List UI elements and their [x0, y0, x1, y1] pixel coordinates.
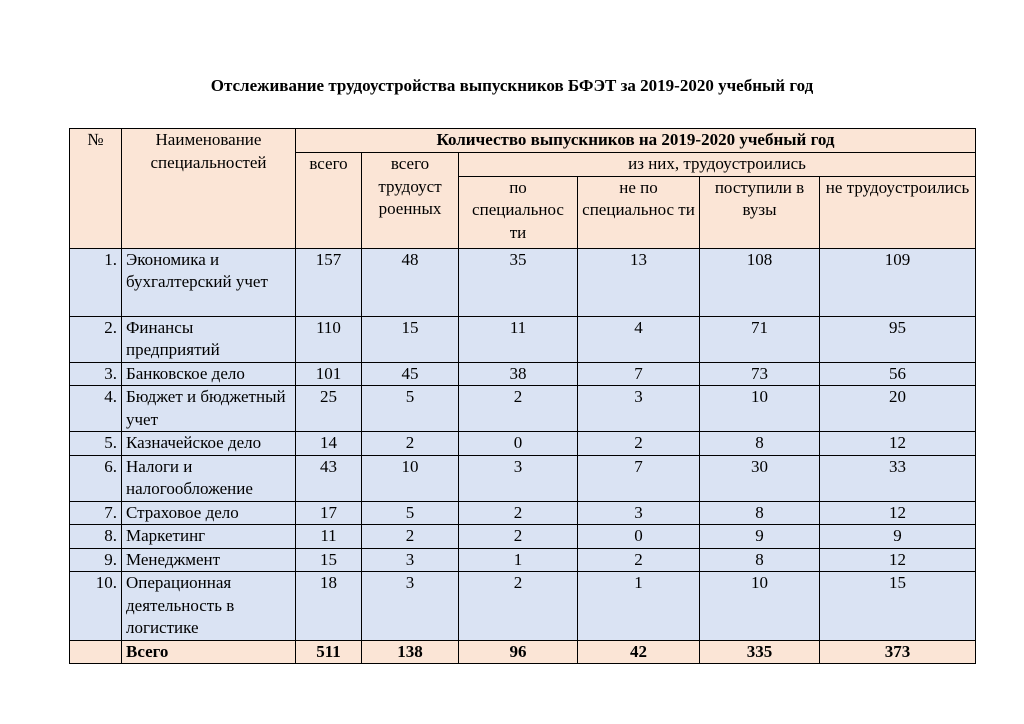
specialty-name: Маркетинг — [122, 525, 296, 549]
table-row — [70, 572, 976, 641]
cell-unemployed: 15 — [820, 572, 976, 641]
totals-employed: 138 — [362, 640, 459, 664]
cell-universities: 73 — [700, 362, 820, 386]
cell-by-specialty: 38 — [459, 362, 578, 386]
cell-not-by-specialty: 13 — [578, 248, 700, 316]
cell-unemployed: 9 — [820, 525, 976, 549]
cell-total: 25 — [296, 386, 362, 432]
header-unemployed: не трудоустроились — [820, 176, 976, 248]
cell-unemployed: 12 — [820, 501, 976, 525]
table-row — [70, 432, 976, 456]
cell-not-by-specialty: 2 — [578, 548, 700, 572]
cell-universities: 10 — [700, 572, 820, 641]
totals-total: 511 — [296, 640, 362, 664]
table-body — [70, 248, 976, 640]
cell-unemployed: 56 — [820, 362, 976, 386]
cell-by-specialty: 0 — [459, 432, 578, 456]
table-row — [70, 501, 976, 525]
cell-not-by-specialty: 7 — [578, 455, 700, 501]
cell-total: 17 — [296, 501, 362, 525]
row-number: 5. — [70, 432, 122, 456]
cell-employed: 3 — [362, 572, 459, 641]
cell-unemployed: 95 — [820, 316, 976, 362]
cell-employed: 5 — [362, 501, 459, 525]
specialty-name: Операционная деятельность в логистике — [122, 572, 296, 641]
cell-by-specialty: 2 — [459, 525, 578, 549]
cell-total: 43 — [296, 455, 362, 501]
totals-row — [70, 640, 976, 664]
cell-universities: 8 — [700, 432, 820, 456]
cell-employed: 15 — [362, 316, 459, 362]
row-number: 6. — [70, 455, 122, 501]
header-group: Количество выпускников на 2019-2020 учебный год — [296, 129, 976, 153]
cell-employed: 45 — [362, 362, 459, 386]
row-number: 2. — [70, 316, 122, 362]
cell-not-by-specialty: 7 — [578, 362, 700, 386]
cell-not-by-specialty: 2 — [578, 432, 700, 456]
cell-universities: 9 — [700, 525, 820, 549]
cell-by-specialty: 2 — [459, 572, 578, 641]
row-number: 10. — [70, 572, 122, 641]
cell-employed: 48 — [362, 248, 459, 316]
specialty-name: Банковское дело — [122, 362, 296, 386]
header-employed: всего трудоуст роенных — [362, 153, 459, 249]
specialty-name: Финансы предприятий — [122, 316, 296, 362]
totals-label: Всего — [122, 640, 296, 664]
cell-unemployed: 12 — [820, 432, 976, 456]
cell-universities: 30 — [700, 455, 820, 501]
specialty-name: Менеджмент — [122, 548, 296, 572]
cell-total: 15 — [296, 548, 362, 572]
totals-universities: 335 — [700, 640, 820, 664]
header-no: № — [70, 129, 122, 249]
cell-employed: 10 — [362, 455, 459, 501]
specialty-name: Казначейское дело — [122, 432, 296, 456]
cell-total: 101 — [296, 362, 362, 386]
table-row — [70, 525, 976, 549]
specialty-name: Бюджет и бюджетный учет — [122, 386, 296, 432]
totals-no — [70, 640, 122, 664]
header-subgroup: из них, трудоустроились — [459, 153, 976, 177]
table-row — [70, 362, 976, 386]
cell-unemployed: 33 — [820, 455, 976, 501]
header-specialty: Наименование специальностей — [122, 129, 296, 249]
cell-total: 11 — [296, 525, 362, 549]
header-not-by-specialty: не по специальнос ти — [578, 176, 700, 248]
cell-by-specialty: 3 — [459, 455, 578, 501]
header-universities: поступили в вузы — [700, 176, 820, 248]
cell-not-by-specialty: 4 — [578, 316, 700, 362]
cell-by-specialty: 1 — [459, 548, 578, 572]
cell-unemployed: 20 — [820, 386, 976, 432]
cell-by-specialty: 35 — [459, 248, 578, 316]
specialty-name: Налоги и налогообложение — [122, 455, 296, 501]
table-row — [70, 248, 976, 316]
row-number: 4. — [70, 386, 122, 432]
cell-total: 110 — [296, 316, 362, 362]
cell-universities: 71 — [700, 316, 820, 362]
row-number: 3. — [70, 362, 122, 386]
graduates-table — [69, 128, 976, 664]
cell-not-by-specialty: 0 — [578, 525, 700, 549]
table-head — [70, 129, 976, 249]
specialty-name: Экономика и бухгалтерский учет — [122, 248, 296, 316]
table-row — [70, 548, 976, 572]
cell-not-by-specialty: 3 — [578, 386, 700, 432]
header-row-1 — [70, 129, 976, 153]
cell-unemployed: 12 — [820, 548, 976, 572]
cell-employed: 5 — [362, 386, 459, 432]
header-by-specialty: по специальнос ти — [459, 176, 578, 248]
cell-total: 157 — [296, 248, 362, 316]
cell-universities: 8 — [700, 501, 820, 525]
cell-universities: 10 — [700, 386, 820, 432]
cell-total: 18 — [296, 572, 362, 641]
totals-by-specialty: 96 — [459, 640, 578, 664]
table-foot — [70, 640, 976, 664]
cell-total: 14 — [296, 432, 362, 456]
cell-by-specialty: 11 — [459, 316, 578, 362]
table-row — [70, 316, 976, 362]
cell-universities: 8 — [700, 548, 820, 572]
cell-by-specialty: 2 — [459, 386, 578, 432]
row-number: 1. — [70, 248, 122, 316]
totals-unemployed: 373 — [820, 640, 976, 664]
row-number: 7. — [70, 501, 122, 525]
cell-universities: 108 — [700, 248, 820, 316]
cell-not-by-specialty: 1 — [578, 572, 700, 641]
table-row — [70, 386, 976, 432]
cell-by-specialty: 2 — [459, 501, 578, 525]
cell-employed: 3 — [362, 548, 459, 572]
cell-employed: 2 — [362, 525, 459, 549]
row-number: 9. — [70, 548, 122, 572]
table-row — [70, 455, 976, 501]
cell-unemployed: 109 — [820, 248, 976, 316]
cell-employed: 2 — [362, 432, 459, 456]
row-number: 8. — [70, 525, 122, 549]
specialty-name: Страховое дело — [122, 501, 296, 525]
header-total: всего — [296, 153, 362, 249]
cell-not-by-specialty: 3 — [578, 501, 700, 525]
totals-not-by-specialty: 42 — [578, 640, 700, 664]
page-title: Отслеживание трудоустройства выпускников БФЭТ за 2019-2020 учебный год — [210, 76, 814, 95]
